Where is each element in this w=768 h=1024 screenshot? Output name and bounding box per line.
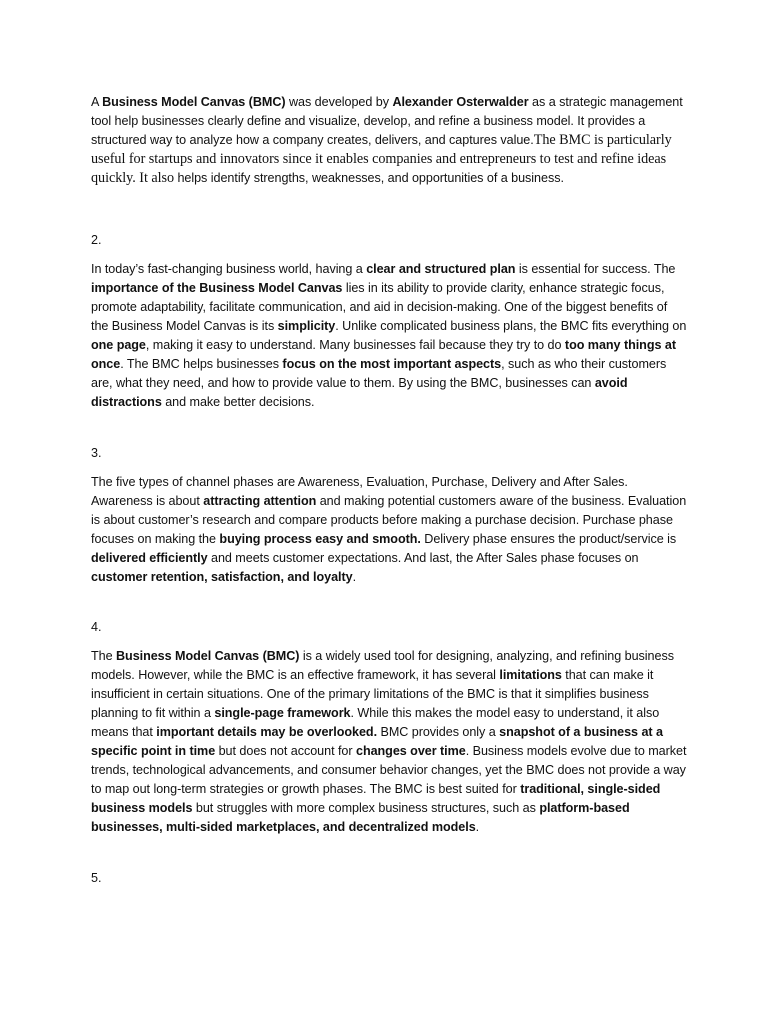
paragraph-text: In today’s fast-changing business world, having a bbox=[91, 262, 367, 276]
bold-text: customer retention, satisfaction, and loyalty bbox=[91, 570, 353, 584]
bold-text: Business Model Canvas (BMC) bbox=[102, 95, 286, 109]
paragraph-text: . bbox=[475, 820, 480, 834]
bold-text: simplicity bbox=[277, 319, 336, 333]
section-number-4: 4. bbox=[91, 620, 102, 634]
bold-text: single-page framework bbox=[214, 706, 351, 720]
paragraph-text: as a strategic management tool help businesses clearly define and visualize, develop, and refine a business model. It provides a structured way to analyze how a company creates, delivers, and captures value. bbox=[91, 95, 683, 147]
bold-text: avoid distractions bbox=[91, 376, 628, 409]
paragraph-text: A bbox=[91, 95, 103, 109]
bold-text: focus on the most important aspects bbox=[282, 357, 502, 371]
bold-text: limitations bbox=[499, 668, 562, 682]
paragraph-text: lies in its ability to provide clarity, enhance strategic focus, promote adaptability, facilitate communication, and aid in decision-making. One of the biggest benefits of the Business Model Canvas is its bbox=[91, 281, 668, 333]
bold-text: importance of the Business Model Canvas bbox=[91, 281, 343, 295]
bold-text: one page bbox=[91, 338, 146, 352]
bold-text: changes over time bbox=[355, 744, 466, 758]
paragraph-text: . Business models evolve due to market trends, technological advancements, and consumer behavior changes, yet the BMC does not provide a way to map out long-term strategies or growth phases. The BMC is best suited for bbox=[91, 744, 687, 796]
paragraph-text: The five types of channel phases are Awareness, Evaluation, Purchase, Delivery and After Sales. Awareness is about bbox=[91, 475, 628, 508]
section-number-3: 3. bbox=[91, 446, 102, 460]
paragraph-text: . bbox=[352, 570, 357, 584]
paragraph-text: . The BMC helps businesses bbox=[120, 357, 283, 371]
paragraph-text: and making potential customers aware of the business. Evaluation is about customer’s research and compare products before making a purchase decision. Purchase phase focuses on making the bbox=[91, 494, 687, 546]
paragraph-text: , making it easy to understand. Many businesses fail because they try to do bbox=[145, 338, 565, 352]
paragraph-2 bbox=[91, 260, 687, 412]
bold-text: clear and structured plan bbox=[366, 262, 516, 276]
section-number-5: 5. bbox=[91, 871, 102, 885]
paragraph-text: helps identify strengths, weaknesses, and opportunities of a business. bbox=[174, 171, 564, 185]
paragraph-text: . Unlike complicated business plans, the BMC fits everything on bbox=[335, 319, 687, 333]
paragraph-text: The bbox=[91, 649, 116, 663]
paragraph-text: BMC provides only a bbox=[377, 725, 500, 739]
paragraph-text: , such as who their customers are, what they need, and how to provide value to them. By using the BMC, businesses can bbox=[91, 357, 667, 390]
serif-text: The BMC is particularly useful for startups and innovators since it enables companies and entrepreneurs to test and refine ideas quickly. It also bbox=[91, 132, 672, 186]
paragraph-text: is essential for success. The bbox=[515, 262, 676, 276]
paragraph-text: is a widely used tool for designing, analyzing, and refining business models. However, while the BMC is an effective framework, it has several bbox=[91, 649, 674, 682]
paragraph-text: but struggles with more complex business structures, such as bbox=[192, 801, 540, 815]
bold-text: important details may be overlooked. bbox=[156, 725, 378, 739]
bold-text: traditional, single-sided business models bbox=[91, 782, 661, 815]
bold-text: too many things at once bbox=[91, 338, 676, 371]
bold-text: snapshot of a business at a specific point in time bbox=[91, 725, 663, 758]
paragraph-text: and meets customer expectations. And last, the After Sales phase focuses on bbox=[207, 551, 639, 565]
bold-text: delivered efficiently bbox=[91, 551, 208, 565]
paragraph-text: was developed by bbox=[285, 95, 393, 109]
bold-text: attracting attention bbox=[203, 494, 317, 508]
paragraph-4 bbox=[91, 647, 687, 837]
document-page bbox=[91, 93, 687, 888]
paragraph-text: that can make it insufficient in certain situations. One of the primary limitations of the BMC is that it simplifies business planning to fit within a bbox=[91, 668, 654, 720]
bold-text: Business Model Canvas (BMC) bbox=[116, 649, 300, 663]
bold-text: buying process easy and smooth. bbox=[219, 532, 421, 546]
paragraph-1 bbox=[91, 93, 687, 188]
bold-text: Alexander Osterwalder bbox=[392, 95, 529, 109]
paragraph-3 bbox=[91, 473, 687, 587]
paragraph-text: but does not account for bbox=[215, 744, 356, 758]
bold-text: platform-based businesses, multi-sided marketplaces, and decentralized models bbox=[91, 801, 630, 834]
paragraph-text: and make better decisions. bbox=[161, 395, 315, 409]
section-number-2: 2. bbox=[91, 233, 102, 247]
paragraph-text: Delivery phase ensures the product/service is bbox=[420, 532, 677, 546]
paragraph-text: . While this makes the model easy to understand, it also means that bbox=[91, 706, 660, 739]
